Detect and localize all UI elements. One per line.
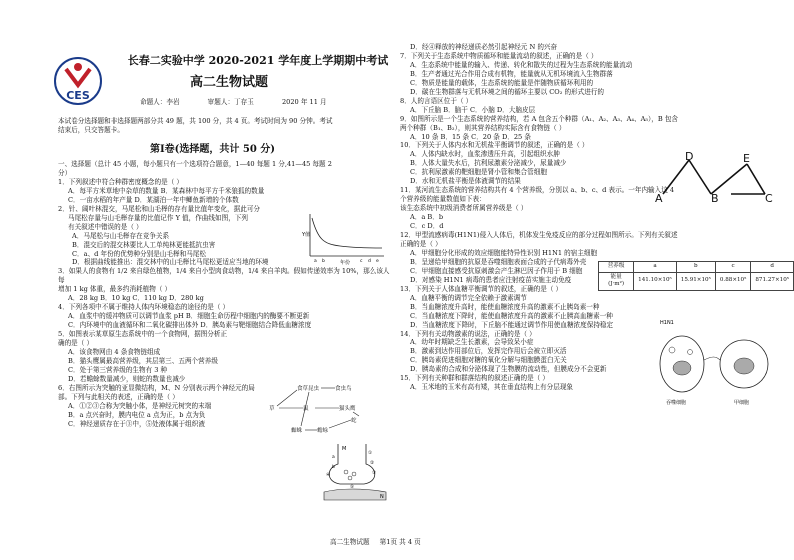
option: A．生态系统中能量的输入、传递、转化和散失的过程为生态系统的能量流动	[410, 60, 633, 69]
text-line: 正确的是（ ）	[400, 239, 442, 248]
option: A．甲细胞分化形成的效应细胞能特异性识别 H1N1 的宿主细胞	[410, 248, 598, 257]
text-line: 马尾松存量与山毛榉存量的比值记作 Y 值，作曲线如图，下列	[68, 213, 248, 222]
text-line: 有关叙述中错误的是（ ）	[68, 222, 143, 231]
option: A．幼年时期缺乏生长激素，会导致呆小症	[410, 338, 534, 347]
option: C．a、d 年份的优势种分别是山毛榉和马尾松	[72, 249, 206, 258]
intro-line: 结束后，只交答题卡。	[58, 125, 124, 134]
section-title: 第Ⅰ卷(选择题，共计 50 分)	[150, 144, 276, 155]
question-6: 6．右图所示为突触的亚显微结构，M、N 分别表示两个神经元的局	[58, 383, 255, 392]
node-label: 蜘蛛	[291, 428, 303, 434]
y-value-curve-figure	[300, 210, 388, 266]
table-cell: 能量(J·m²)	[599, 272, 634, 290]
exam-meta	[140, 98, 353, 107]
table-header: c	[715, 262, 751, 273]
option: A．28 kg B．10 kg C．110 kg D．280 kg	[68, 294, 204, 303]
option: B．激素到达作用部位后，发挥完作用后会被立即灭活	[410, 347, 567, 356]
text-line: 个营养级的能量数值如下表：	[400, 195, 486, 204]
exam-subtitle: 高二生物试题	[190, 75, 269, 90]
option: B．呈递给甲细胞的抗原是吞噬细胞表面合成的子代病毒外壳	[410, 257, 587, 266]
node-label: 猫头鹰	[339, 406, 356, 412]
option: A．a B．b	[410, 213, 444, 222]
node-label: B	[711, 192, 719, 205]
footer-left: 高二生物试题	[330, 538, 370, 546]
option: D．水和无机盐平衡是体液调节的结果	[410, 177, 521, 186]
label: M	[342, 446, 347, 452]
trophic-structure-figure	[655, 150, 775, 206]
logo-text: CES	[66, 89, 90, 102]
table-row	[599, 262, 794, 273]
table-cell: 15.91×10⁵	[676, 272, 715, 290]
option: D．根据曲线能推出：混交林中的山毛榉比马尾松更适应当地的环境	[72, 258, 269, 267]
text-line: 分）	[58, 168, 72, 177]
text-line: 一、选择题（总计 45 小题，每小题只有一个选项符合题意，1—40 每题 1 分,41—45 每题 2	[58, 160, 332, 168]
question-9: 9．如图所示是一个生态系统的营养结构，若 A 包含五个种群（A₁、A₂、A₃、A₄、A₅），B 包含	[400, 114, 679, 123]
question-7: 7．下列关于生态系统中物质循环和能量流动的叙述，正确的是（ ）	[400, 51, 598, 60]
node-label: 蛇	[351, 418, 357, 424]
option: A．每平方米草地中杂草的数量 B．某森林中每平方千米狼狐的数量	[68, 186, 265, 195]
option: D．碳在生物群落与无机环境之间的循环主要以 CO₂ 的形式进行的	[410, 87, 605, 96]
option: B．a 点兴奋时，膜内电位 a 点为正，b 点为负	[68, 410, 206, 419]
option: C．处于第三营养级的生物有 3 种	[68, 365, 168, 374]
option: A．该食物网由 4 条食物链组成	[68, 348, 161, 357]
node-label: E	[743, 152, 750, 165]
question-13: 13．下列关于人体血糖平衡调节的叙述，正确的是（ ）	[400, 284, 563, 293]
option: A．人体内缺水时，血浆渗透压升高，引起组织水肿	[410, 150, 560, 159]
option: B．混交后的混交林要比人工单纯林更能抵抗虫害	[72, 240, 216, 249]
node-label: 蟾蜍	[317, 428, 329, 434]
node-label: 鼠	[303, 406, 309, 412]
date: 2020 年 11 月	[281, 98, 327, 106]
option: C．物质是能量的载体，生态系统的能量是伴随物质循环利用的	[410, 78, 594, 87]
x-axis-label: 年份	[340, 260, 351, 266]
question-15: 15．下列有关种群和群落结构的叙述正确的是（ ）	[400, 374, 549, 383]
option: C．胰岛素促进细胞对糖的氧化分解与细胞膜蛋白无关	[410, 356, 567, 365]
text-line: 该生态系统中初级消费者所属营养级是（ ）	[400, 204, 528, 213]
question-3: 3．如果人的食物有 1/2 来自绿色植物，1/4 来自小型肉食动物，1/4 来自羊肉。假如传递效率为 10%，那么该人每	[58, 267, 390, 285]
option: B．人体大量失水后，抗利尿激素分泌减少，尿量减少	[410, 159, 567, 168]
option: C．一亩水稻的年产量 D．某湖泊一年中鲫鱼新增的个体数	[68, 195, 239, 204]
option: B．猫头鹰属最高营养级，其层第三、五两个营养级	[68, 356, 218, 365]
option: B．生产者通过光合作用合成有机物，能量就从无机环境流入生物群落	[410, 69, 613, 78]
table-header: b	[676, 262, 715, 273]
label: H1N1	[660, 320, 674, 326]
option: C．c D．d	[410, 222, 444, 231]
node-label: 食虫鸟	[335, 386, 352, 392]
y-axis-label: Y值	[302, 232, 311, 238]
option: A．①②③合称为突触小体，是神经元树突的末端	[68, 401, 212, 410]
exam-title: 长春二实验中学 2020-2021 学年度上学期期中考试	[127, 54, 389, 67]
option: B．当血糖浓度升高时，能使血糖浓度升高的激素不止胰岛素一种	[410, 302, 600, 311]
label: ①	[368, 451, 373, 456]
text-line: 增加 1 kg 体重，最多约消耗植物（ ）	[58, 285, 172, 294]
tick-label: e	[376, 259, 379, 264]
question-14: 14．下列有关动物激素的说法，正确的是（ ）	[400, 329, 536, 338]
question-8: 8．人的言语区位于（ ）	[400, 96, 473, 105]
label: ②	[370, 461, 375, 466]
question-2: 2．针、阔叶林混交，马尾松和山毛榉的存有量比值年变化，据此可分	[58, 204, 261, 213]
tick-label: b	[322, 259, 325, 264]
option: A．下丘脑 B．脑干 C．小脑 D．大脑皮层	[410, 105, 536, 114]
immune-response-figure	[652, 316, 782, 408]
label: 甲细胞	[734, 400, 750, 406]
label: a	[332, 455, 335, 460]
label: b	[332, 465, 335, 470]
table-header: d	[751, 262, 794, 273]
option: C．内环境中的血液循环和二氧化碳排出体外 D．胰岛素与靶细胞结合降低血糖浓度	[68, 321, 312, 330]
label: ⑤	[350, 485, 355, 490]
question-12: 12．甲型流感病毒(H1N1)侵入人体后，机体发生免疫反应的部分过程如图所示。下列有关叙述	[400, 231, 678, 240]
intro-line: 本试卷分选择题和非选择题两部分共 49 题，共 100 分，共 4 页。考试时间为 90 分钟。考试	[58, 117, 333, 125]
option: C．当血糖浓度下降时，能使血糖浓度升高的激素不止胰高血糖素一种	[410, 311, 613, 320]
option: A．马尾松与山毛榉存在竞争关系	[72, 231, 170, 240]
question-11: 11．某河流生态系统的营养结构共有 4 个营养级，分别以 a、b、c、d 表示。一年内输入这 4	[400, 186, 675, 195]
option: D．胰岛素的合成和分泌体现了生物膜的流动性，但膜成分不会更新	[410, 365, 607, 374]
label: ③	[372, 471, 377, 476]
node-label: 食草昆虫	[297, 386, 320, 392]
option: A．血浆中的缓冲物质可以调节血浆 pH B．细胞生命历程中细胞内的酶要不断更新	[68, 312, 310, 321]
option: C．神经递质存在于③中，⑤处液体属于组织液	[68, 419, 205, 428]
intro	[58, 117, 388, 135]
question-1: 1．下列叙述中符合种群密度概念的是（ ）	[58, 177, 183, 186]
energy-table	[598, 261, 794, 291]
tick-label: a	[314, 259, 317, 264]
node-label: 草	[269, 406, 275, 412]
node-label: C	[765, 192, 773, 205]
node-label: D	[685, 150, 694, 163]
option: D．对感染 H1N1 病毒的患者应注射疫苗实施主动免疫	[410, 275, 572, 284]
question-4: 4．下列各项中不属于维持人体内环境稳态的途径的是（ ）	[58, 303, 230, 312]
option: D．当血糖浓度下降时，下丘脑不能通过调节作用使血糖浓度保持稳定	[410, 320, 614, 329]
footer-right: 第1页 共 4 页	[379, 538, 421, 546]
question-10: 10．下列关于人体内水和无机盐平衡调节的叙述，正确的是（ ）	[400, 141, 589, 150]
synapse-figure	[320, 442, 390, 504]
question-5: 5．如图表示某草原生态系统中的一个食物网，据图分析正	[58, 330, 228, 339]
option: D．经④释放的神经递质必然引起神经元 N 的兴奋	[410, 43, 558, 51]
node-label: A	[655, 192, 663, 205]
label: 吞噬细胞	[666, 400, 687, 406]
tick-label: c	[360, 259, 363, 264]
table-header: 营养级	[599, 262, 634, 273]
table-header: a	[634, 262, 677, 273]
text-line: 两个种群（B₁、B₂），则其营养结构实际含有食物链（ ）	[400, 123, 566, 132]
tick-label: d	[368, 259, 371, 264]
option: A．10 条 B．15 条 C．20 条 D．25 条	[410, 132, 531, 141]
option: A．玉米地的玉米有高有矮，其在垂直结构上有分层现象	[410, 383, 574, 392]
author: 命题人：李岩	[140, 98, 180, 106]
option: C．抗利尿激素的靶细胞是肾小管和集合管细胞	[410, 168, 547, 177]
text-line: 确的是（ ）	[58, 339, 94, 348]
option: D．若蟾蜍数量减少，则蛇的数量也减少	[68, 374, 186, 383]
option: C．甲细胞直接感受抗原刺激会产生淋巴因子作用于 B 细胞	[410, 266, 583, 275]
table-cell: 0.88×10⁵	[715, 272, 751, 290]
table-cell: 141.10×10⁵	[634, 272, 677, 290]
food-web-figure	[265, 382, 375, 438]
text-line: 部。下列与此相关的表述，正确的是（ ）	[58, 392, 179, 401]
table-row	[599, 272, 794, 290]
reviewer: 审题人：丁存玉	[207, 98, 254, 106]
label: ④	[326, 473, 331, 478]
option: A．血糖平衡的调节完全依赖于激素调节	[410, 293, 527, 302]
page-footer	[330, 538, 429, 547]
label: N	[380, 494, 384, 500]
school-logo	[52, 55, 104, 107]
table-cell: 871.27×10⁵	[751, 272, 794, 290]
